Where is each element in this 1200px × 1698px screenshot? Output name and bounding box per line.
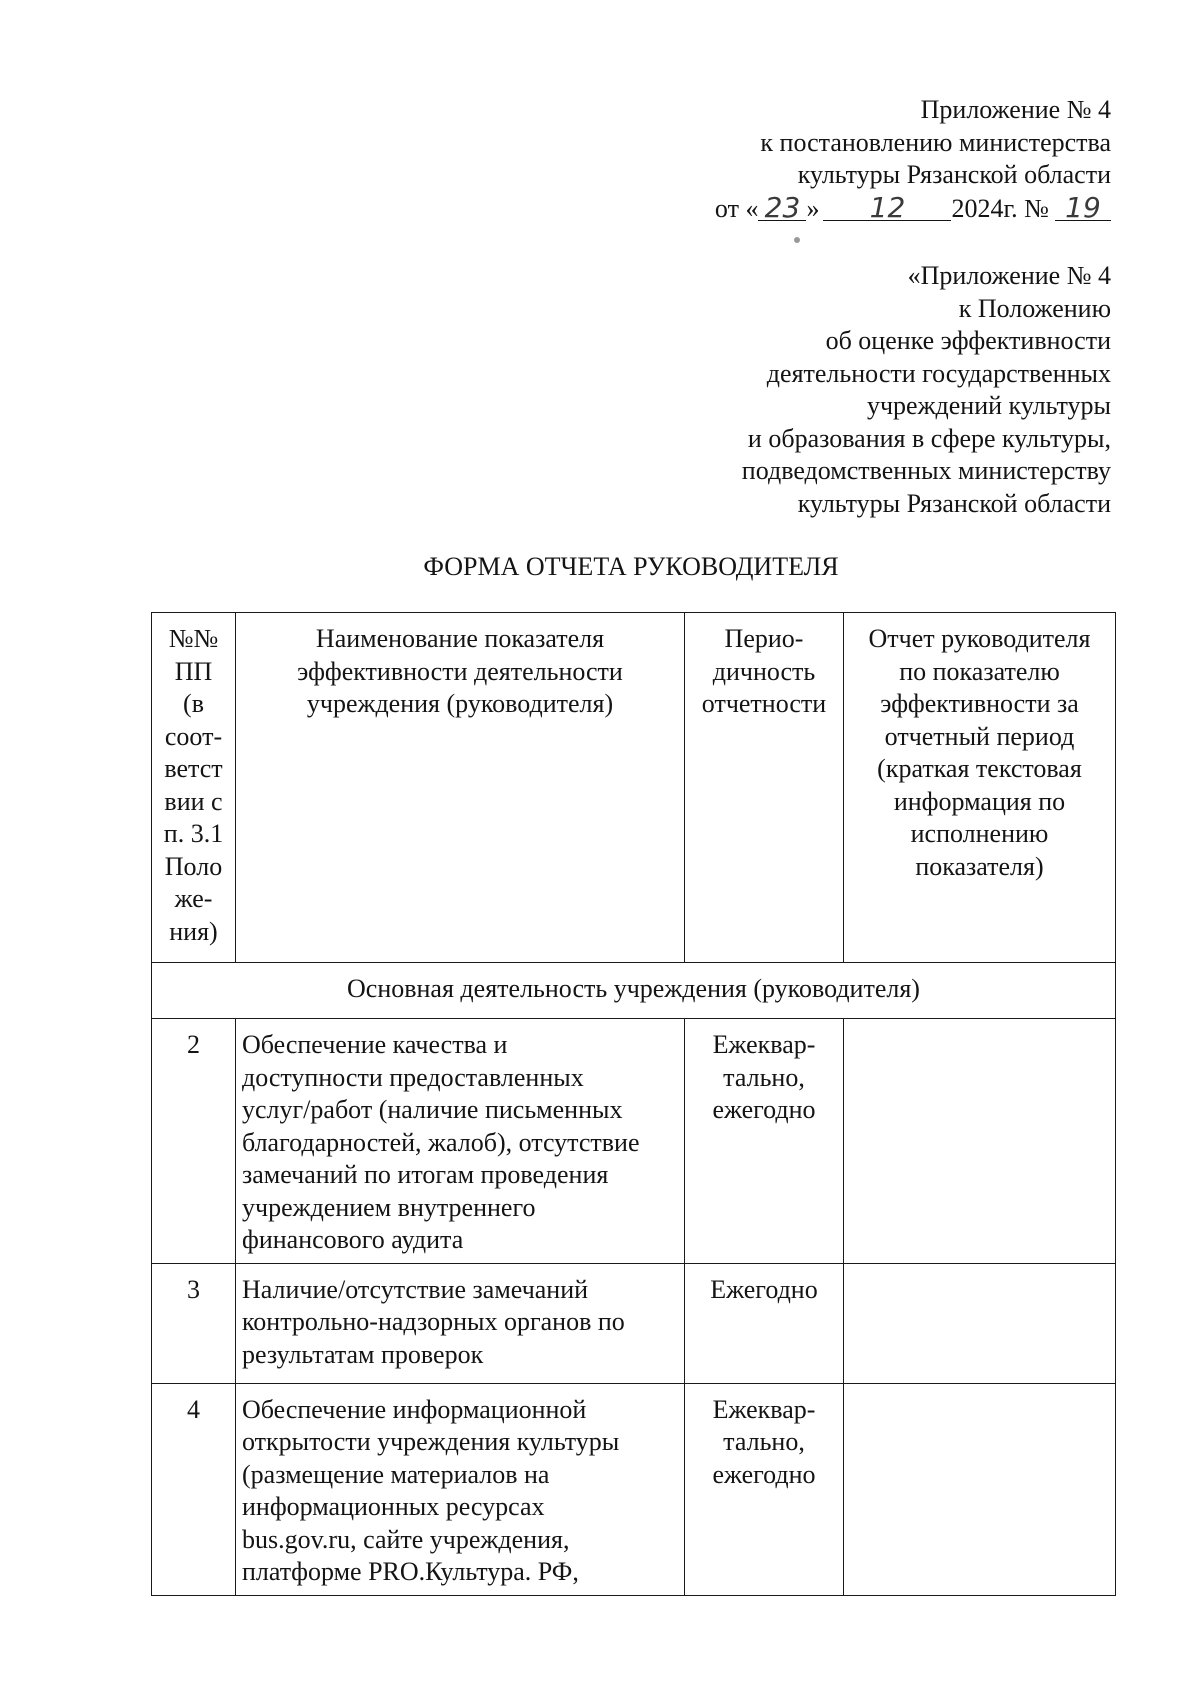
table-row: [152, 1019, 1116, 1264]
appendix-reference-line: учреждений культуры: [866, 391, 1111, 420]
row-period-line: тально,: [723, 1062, 805, 1092]
header-report-line: эффективности за: [880, 689, 1079, 718]
header-num-line: соот-: [164, 721, 223, 751]
header-num-line: п. 3.1: [163, 819, 224, 848]
row-name-line: контрольно-надзорных органов по: [242, 1307, 625, 1336]
header-num-line: №№: [168, 624, 219, 653]
header-manager-report: [844, 613, 1116, 963]
row-number: 2: [152, 1019, 236, 1264]
header-num-line: вии с: [164, 786, 223, 816]
header-num: [152, 613, 236, 963]
row-period-line: ежегодно: [712, 1459, 816, 1489]
header-num-line: же-: [174, 884, 213, 913]
row-periodicity: [685, 1383, 844, 1595]
row-name-line: результатам проверок: [242, 1339, 484, 1369]
row-period-line: Ежеквар-: [712, 1394, 816, 1424]
handwritten-month: 12: [869, 190, 906, 224]
row-name-line: Обеспечение информационной: [242, 1394, 587, 1424]
row-report-cell[interactable]: [844, 1383, 1116, 1595]
header-report-line: по показателю: [899, 656, 1060, 686]
appendix-reference-line: культуры Рязанской области: [797, 488, 1111, 518]
header-num-line: ПП: [174, 656, 213, 686]
appendix-header-line: культуры Рязанской области: [797, 160, 1111, 189]
header-report-line: показателя): [915, 851, 1044, 881]
header-num-line: (в: [183, 689, 204, 718]
header-period-line: дичность: [712, 656, 816, 686]
row-number: 3: [152, 1263, 236, 1383]
appendix-header: [715, 94, 1111, 225]
row-name-line: информационных ресурсах: [242, 1492, 545, 1521]
section-title: Основная деятельность учреждения (руководителя): [152, 963, 1116, 1019]
header-report-line: (краткая текстовая: [877, 754, 1082, 783]
header-period-line: Перио-: [724, 624, 804, 653]
section-row: [152, 963, 1116, 1019]
header-report-line: исполнению: [910, 819, 1049, 848]
row-indicator-name: [236, 1263, 685, 1383]
header-indicator-name: [236, 613, 685, 963]
header-report-line: Отчет руководителя: [868, 624, 1091, 653]
header-period-line: отчетности: [701, 689, 827, 718]
row-period-line: Ежегодно: [710, 1274, 818, 1304]
appendix-reference-line: «Приложение № 4: [907, 261, 1111, 290]
quote-close: »: [806, 193, 820, 223]
row-period-line: Ежеквар-: [712, 1030, 816, 1059]
row-name-line: Обеспечение качества и: [242, 1030, 508, 1059]
header-report-line: отчетный период: [884, 721, 1075, 751]
handwritten-number: 19: [1065, 190, 1101, 224]
row-name-line: услуг/работ (наличие письменных: [242, 1095, 623, 1124]
form-title: ФОРМА ОТЧЕТА РУКОВОДИТЕЛЯ: [423, 552, 839, 581]
row-name-line: финансового аудита: [242, 1225, 464, 1254]
year-number-label: 2024г. №: [951, 193, 1049, 223]
row-report-cell[interactable]: [844, 1019, 1116, 1264]
header-periodicity: [685, 613, 844, 963]
appendix-reference-line: об оценке эффективности: [825, 326, 1111, 355]
header-name-line: Наименование показателя: [315, 624, 605, 653]
table-header-row: [152, 613, 1116, 963]
table-row: [152, 1263, 1116, 1383]
scan-speck: [794, 237, 800, 243]
row-period-line: ежегодно: [712, 1095, 816, 1124]
row-indicator-name: [236, 1019, 685, 1264]
row-name-line: платформе PRO.Культура. РФ,: [242, 1557, 579, 1586]
report-table: [151, 612, 1116, 1596]
header-report-line: информация по: [893, 786, 1066, 816]
header-num-line: ния): [169, 916, 218, 946]
header-num-line: ветст: [164, 754, 223, 783]
month-field: [823, 190, 951, 224]
appendix-reference-line: и образования в сфере культуры,: [747, 423, 1111, 453]
row-name-line: доступности предоставленных: [242, 1062, 584, 1092]
row-periodicity: [685, 1263, 844, 1383]
row-name-line: учреждением внутреннего: [242, 1192, 536, 1222]
appendix-reference-line: к Положению: [958, 293, 1111, 323]
row-name-line: замечаний по итогам проведения: [242, 1160, 609, 1189]
appendix-reference-line: деятельности государственных: [766, 358, 1111, 388]
appendix-reference-line: подведомственных министерству: [741, 456, 1111, 485]
row-periodicity: [685, 1019, 844, 1264]
date-prefix: от «: [714, 193, 759, 223]
row-name-line: (размещение материалов на: [242, 1459, 550, 1489]
appendix-reference: [742, 260, 1111, 520]
row-number: 4: [152, 1383, 236, 1595]
row-period-line: тально,: [723, 1427, 805, 1456]
row-name-line: Наличие/отсутствие замечаний: [242, 1274, 589, 1304]
table-row: [152, 1383, 1116, 1595]
row-indicator-name: [236, 1383, 685, 1595]
row-report-cell[interactable]: [844, 1263, 1116, 1383]
header-num-line: Поло: [164, 851, 223, 881]
handwritten-day: 23: [764, 190, 801, 224]
appendix-header-line: к постановлению министерства: [760, 127, 1111, 157]
row-name-line: открытости учреждения культуры: [242, 1427, 620, 1456]
number-field: [1055, 190, 1111, 224]
day-field: [758, 190, 806, 224]
row-name-line: bus.gov.ru, сайте учреждения,: [242, 1524, 570, 1554]
header-name-line: учреждения (руководителя): [306, 689, 614, 718]
header-name-line: эффективности деятельности: [297, 656, 623, 686]
decree-date-line: [715, 192, 1111, 226]
appendix-header-line: Приложение № 4: [920, 95, 1111, 124]
row-name-line: благодарностей, жалоб), отсутствие: [242, 1127, 640, 1157]
